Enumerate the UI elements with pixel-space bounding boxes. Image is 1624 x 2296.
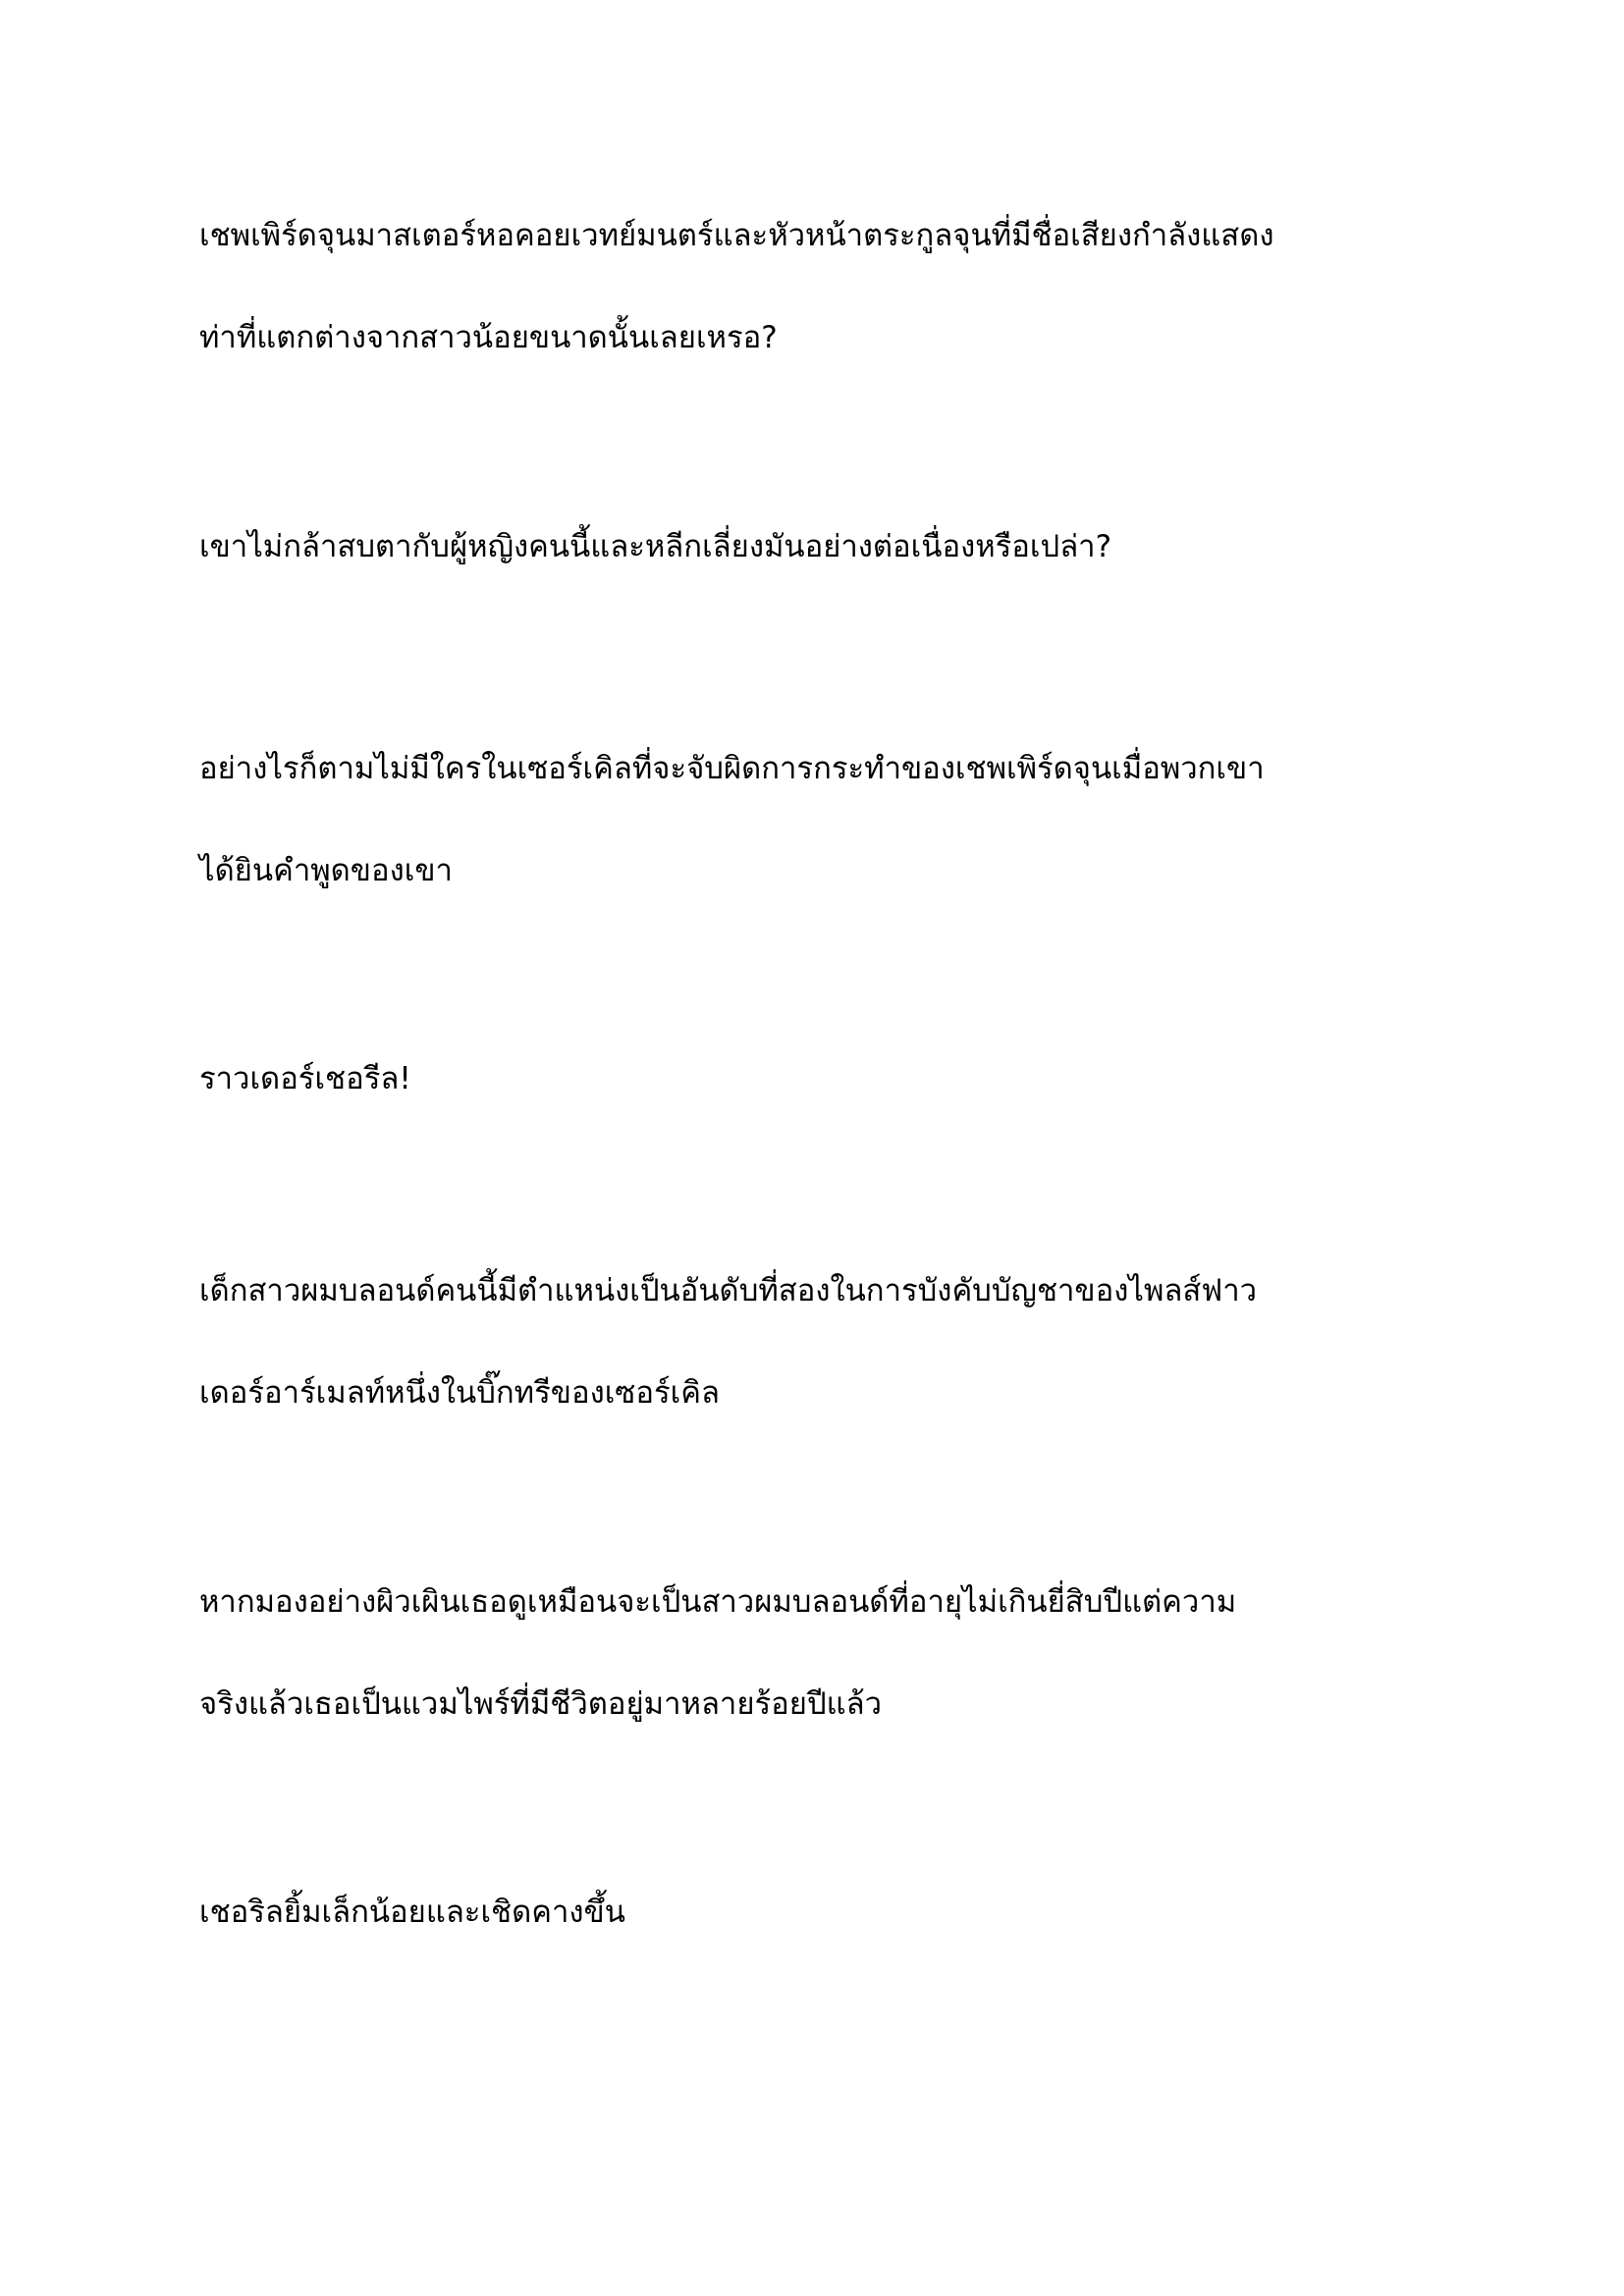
paragraph-1 xyxy=(199,185,1436,389)
paragraph-2 xyxy=(199,496,1436,598)
paragraph-4-line-1: ราวเดอร์เชอรีล! xyxy=(199,1061,411,1096)
paragraph-2-line-1: เขาไม่กล้าสบตากับผู้หญิงคนนี้และหลีกเลี่ยงมันอย่างต่อเนื่องหรือเปล่า? xyxy=(199,529,1112,564)
paragraph-6 xyxy=(199,1551,1436,1755)
paragraph-3 xyxy=(199,718,1436,922)
paragraph-4 xyxy=(199,1028,1436,1130)
paragraph-5-line-2: เดอร์อาร์เมลท์หนึ่งในบิ๊กทรีของเซอร์เคิล xyxy=(199,1375,720,1411)
paragraph-6-line-2: จริงแล้วเธอเป็นแวมไพร์ที่มีชีวิตอยู่มาหลายร้อยปีแล้ว xyxy=(199,1686,883,1722)
paragraph-3-line-2: ได้ยินคำพูดของเขา xyxy=(199,853,453,888)
paragraph-5 xyxy=(199,1240,1436,1444)
paragraph-6-line-1: หากมองอย่างผิวเผินเธอดูเหมือนจะเป็นสาวผมบลอนด์ที่อายุไม่เกินยี่สิบปีแต่ความ xyxy=(199,1584,1237,1620)
paragraph-3-line-1: อย่างไรก็ตามไม่มีใครในเซอร์เคิลที่จะจับผิดการกระทำของเชพเพิร์ดจุนเมื่อพวกเขา xyxy=(199,751,1265,786)
paragraph-5-line-1: เด็กสาวผมบลอนด์คนนี้มีตำแหน่งเป็นอันดับที่สองในการบังคับบัญชาของไพลส์ฟาว xyxy=(199,1273,1258,1308)
paragraph-7 xyxy=(199,1861,1436,1963)
paragraph-7-line-1: เชอริลยิ้มเล็กน้อยและเชิดคางขึ้น xyxy=(199,1895,625,1930)
paragraph-1-line-1: เชพเพิร์ดจุนมาสเตอร์หอคอยเวทย์มนตร์และหัวหน้าตระกูลจุนที่มีชื่อเสียงกำลังแสดง xyxy=(199,218,1274,253)
paragraph-1-line-2: ท่าที่แตกต่างจากสาวน้อยขนาดนั้นเลยเหรอ? xyxy=(199,320,778,355)
